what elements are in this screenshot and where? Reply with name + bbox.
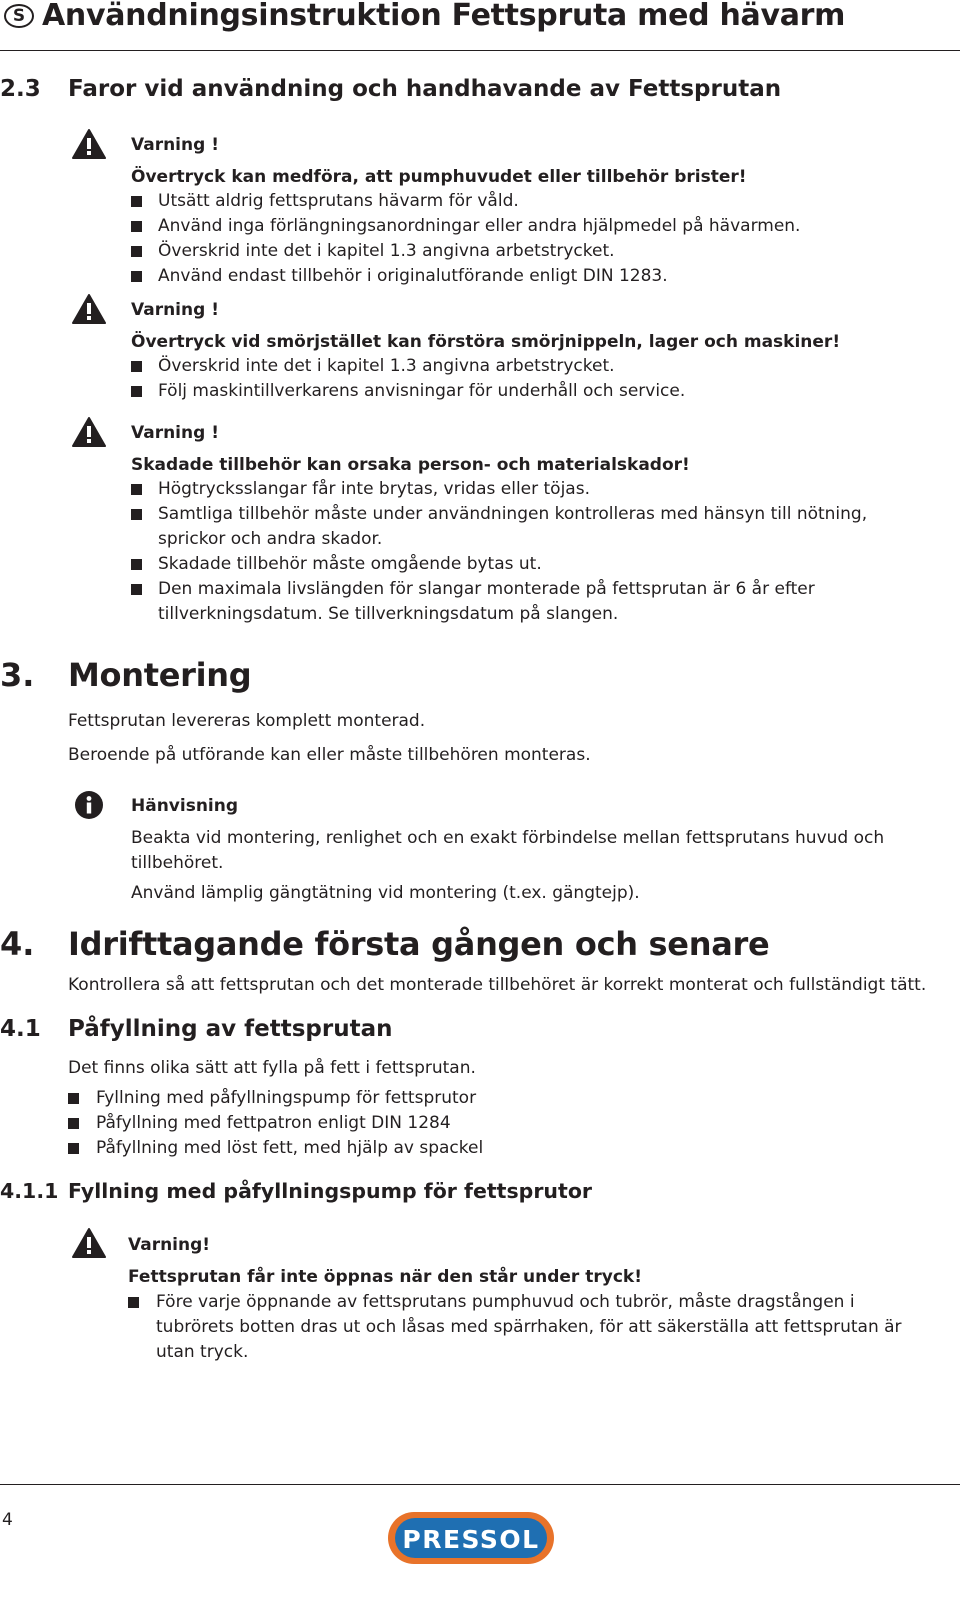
note-label: Hänvisning — [131, 796, 239, 816]
warning-headline: Övertryck kan medföra, att pumphuvudet eller tillbehör brister! — [131, 167, 747, 187]
bullet-square — [131, 509, 142, 520]
warning-triangle-icon — [72, 416, 106, 448]
warning-triangle-icon — [72, 293, 106, 325]
bullet-square — [68, 1118, 79, 1129]
list-item: Fyllning med påfyllningspump för fettsprutor — [96, 1088, 477, 1108]
footer-divider — [0, 1484, 960, 1485]
note-text: Beakta vid montering, renlighet och en exakt förbindelse mellan fettsprutans huvud och — [131, 828, 885, 848]
note-text: Använd lämplig gängtätning vid montering (t.ex. gängtejp). — [131, 883, 640, 903]
section-number: 4.1.1 — [0, 1179, 59, 1203]
section-title: Montering — [68, 656, 252, 694]
list-item: Använd endast tillbehör i originalutförande enligt DIN 1283. — [158, 266, 668, 286]
section-number: 4. — [0, 925, 35, 963]
paragraph: Fettsprutan levereras komplett monterad. — [68, 711, 426, 731]
list-item: Påfyllning med fettpatron enligt DIN 1284 — [96, 1113, 451, 1133]
warning-label: Varning ! — [131, 423, 219, 443]
list-item: Skadade tillbehör måste omgående bytas ut. — [158, 554, 542, 574]
warning-triangle-icon — [72, 128, 106, 160]
warning-headline: Övertryck vid smörjstället kan förstöra smörjnippeln, lager och maskiner! — [131, 332, 841, 352]
section-number: 2.3 — [0, 76, 41, 102]
bullet-square — [128, 1297, 139, 1308]
paragraph: Beroende på utförande kan eller måste tillbehören monteras. — [68, 745, 591, 765]
bullet-square — [131, 484, 142, 495]
language-badge: S — [4, 4, 34, 28]
note-text: tillbehöret. — [131, 853, 224, 873]
section-title: Faror vid användning och handhavande av Fettsprutan — [68, 76, 782, 102]
page-number: 4 — [2, 1510, 13, 1530]
warning-headline: Fettsprutan får inte öppnas när den står under tryck! — [128, 1267, 642, 1287]
warning-label: Varning ! — [131, 135, 219, 155]
bullet-square — [131, 246, 142, 257]
list-item: Följ maskintillverkarens anvisningar för underhåll och service. — [158, 381, 686, 401]
section-number: 3. — [0, 656, 35, 694]
bullet-square — [131, 271, 142, 282]
list-item: Samtliga tillbehör måste under användningen kontrolleras med hänsyn till nötning, — [158, 504, 868, 524]
list-item-continuation: sprickor och andra skador. — [158, 529, 383, 549]
list-item: Använd inga förlängningsanordningar eller andra hjälpmedel på hävarmen. — [158, 216, 801, 236]
list-item: Den maximala livslängden för slangar monterade på fettsprutan är 6 år efter — [158, 579, 815, 599]
list-item-continuation: tubrörets botten dras ut och låsas med spärrhaken, för att säkerställa att fettsprutan är — [156, 1317, 902, 1337]
page-title: Användningsinstruktion Fettspruta med hävarm — [42, 0, 846, 33]
pressol-logo — [386, 1510, 556, 1566]
list-item: Före varje öppnande av fettsprutans pumphuvud och tubrör, måste dragstången i — [156, 1292, 855, 1312]
section-title: Fyllning med påfyllningspump för fettsprutor — [68, 1179, 593, 1203]
list-item-continuation: utan tryck. — [156, 1342, 249, 1362]
bullet-square — [131, 361, 142, 372]
paragraph: Det finns olika sätt att fylla på fett i fettsprutan. — [68, 1058, 476, 1078]
bullet-square — [131, 584, 142, 595]
warning-label: Varning! — [128, 1235, 211, 1255]
list-item: Utsätt aldrig fettsprutans hävarm för våld. — [158, 191, 519, 211]
list-item: Påfyllning med löst fett, med hjälp av spackel — [96, 1138, 484, 1158]
paragraph: Kontrollera så att fettsprutan och det monterade tillbehöret är korrekt monterat och fullständigt tätt. — [68, 975, 927, 995]
section-number: 4.1 — [0, 1016, 41, 1042]
section-title: Påfyllning av fettsprutan — [68, 1016, 393, 1042]
header-divider — [0, 50, 960, 51]
list-item-continuation: tillverkningsdatum. Se tillverkningsdatum på slangen. — [158, 604, 619, 624]
bullet-square — [131, 559, 142, 570]
bullet-square — [131, 221, 142, 232]
warning-triangle-icon — [72, 1227, 106, 1259]
section-title: Idrifttagande första gången och senare — [68, 925, 770, 963]
list-item: Överskrid inte det i kapitel 1.3 angivna arbetstrycket. — [158, 241, 615, 261]
bullet-square — [131, 386, 142, 397]
list-item: Högtrycksslangar får inte brytas, vridas eller töjas. — [158, 479, 590, 499]
warning-label: Varning ! — [131, 300, 219, 320]
warning-headline: Skadade tillbehör kan orsaka person- och materialskador! — [131, 455, 690, 475]
bullet-square — [131, 196, 142, 207]
logo-text: PRESSOL — [402, 1525, 540, 1554]
list-item: Överskrid inte det i kapitel 1.3 angivna arbetstrycket. — [158, 356, 615, 376]
bullet-square — [68, 1093, 79, 1104]
bullet-square — [68, 1143, 79, 1154]
info-icon — [74, 790, 104, 820]
